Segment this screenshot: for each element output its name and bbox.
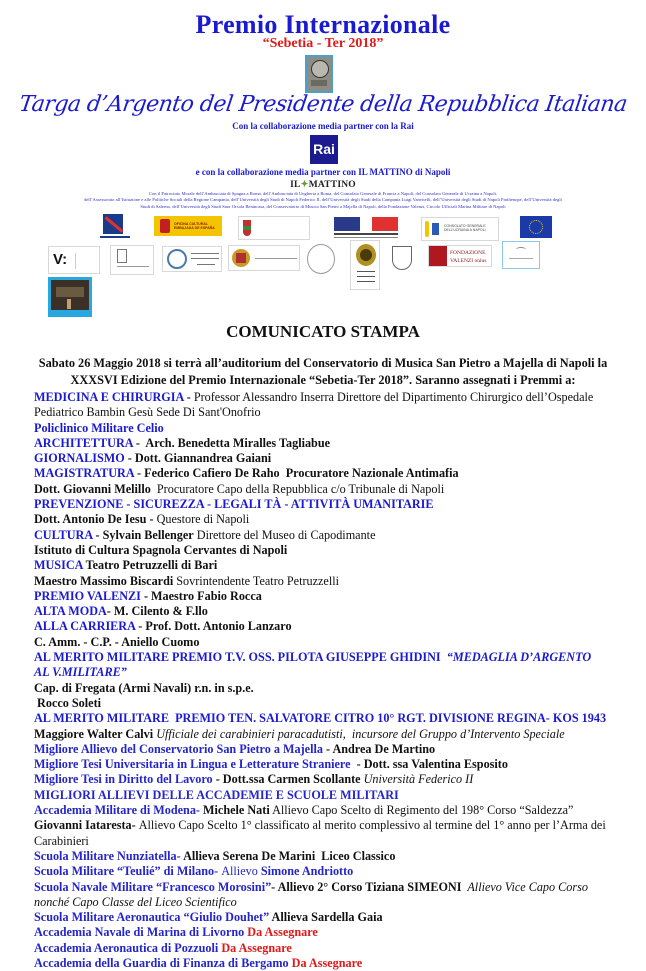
award-category: MEDICINA E CHIRURGIA bbox=[34, 390, 184, 404]
award-description: Carabinieri bbox=[34, 833, 89, 848]
award-line bbox=[34, 818, 634, 833]
regione-campania-logo bbox=[100, 214, 130, 240]
award-line bbox=[34, 696, 634, 711]
patronage-line: Con il Patrocinio Morale dell’Ambasciata di Spagna a Roma, dell’Ambasciata di Ungheria a Roma, del Consolato Generale di Francia a Napoli, del Consolato Generale di Ucraina a Napoli, bbox=[148, 191, 498, 196]
intro-line-1: Sabato 26 Maggio 2018 si terrà all’auditorium del Conservatorio di Musica San Pietro a Majella di Napoli la bbox=[38, 356, 608, 370]
award-recipient: Dott. Antonio De Iesu bbox=[34, 512, 147, 527]
award-line bbox=[34, 436, 634, 451]
award-quote: “MEDAGLIA D’ARGENTO bbox=[446, 650, 592, 665]
award-category: Accademia Militare di Modena bbox=[34, 803, 196, 818]
intro-text bbox=[0, 355, 646, 389]
award-line bbox=[34, 849, 634, 864]
award-category: ARCHITETTURA bbox=[34, 435, 133, 450]
award-recipient: Maggiore Walter Calvi bbox=[34, 726, 154, 741]
award-recipient: M. Cilento & F.llo bbox=[113, 604, 208, 619]
award-recipient: Dott. Giannandrea Gaiani bbox=[134, 451, 272, 466]
valenzi-text-2: VALENZI onlus bbox=[450, 258, 487, 264]
plaque-image bbox=[305, 55, 333, 93]
separator: - bbox=[124, 451, 135, 466]
award-line bbox=[34, 482, 634, 497]
award-category: GIORNALISMO bbox=[34, 451, 125, 466]
parthenope-logo bbox=[228, 245, 300, 271]
award-description: Università Federico II bbox=[360, 772, 474, 787]
intro-line-2: XXXSVI Edizione del Premio Internazionale “Sebetia-Ter 2018”. Saranno assegnati i Premmi a: bbox=[70, 373, 576, 387]
patronage-line: Studi di Salerno, dell’Università degli Studi Suor Orsola Benincasa, del Conservatorio di Musica San Pietro a Majella di Napoli, della Fondazione Valenzi, Circolo Ufficiali Marina Militare di Napoli bbox=[140, 203, 506, 209]
award-line bbox=[34, 466, 634, 481]
award-description: Procuratore Capo della Repubblica c/o Tribunale di Napoli bbox=[150, 481, 445, 496]
award-recipient: Arch. Benedetta Miralles Tagliabue bbox=[145, 435, 331, 450]
mattino-leaf-icon: ✦ bbox=[300, 180, 309, 190]
award-line bbox=[34, 864, 634, 879]
award-category: Scuola Militare Nunziatella bbox=[34, 848, 177, 863]
award-line bbox=[34, 512, 634, 527]
award-line bbox=[34, 451, 634, 466]
separator: - bbox=[212, 772, 223, 787]
france-consulate-logo bbox=[332, 217, 400, 241]
award-line bbox=[34, 650, 634, 665]
separator: - bbox=[146, 512, 157, 527]
award-line bbox=[34, 803, 634, 818]
award-line bbox=[34, 390, 634, 405]
vanvitelli-mark: V: bbox=[53, 251, 68, 268]
separator: - bbox=[132, 435, 146, 450]
patronage-text bbox=[20, 191, 626, 210]
mattino-logo-right: MATTINO bbox=[308, 180, 356, 190]
separator: - bbox=[131, 818, 139, 833]
award-category: Migliore Allievo del Conservatorio San Pietro a Majella bbox=[34, 741, 323, 756]
award-category: CULTURA bbox=[34, 527, 93, 542]
award-recipient: Dott. ssa Valentina Esposito bbox=[363, 757, 508, 772]
ukraine-consulate-text: CONSOLATO GENERALE DELL’UCRAINA A NAPOLI bbox=[444, 224, 486, 232]
award-category: AL MERITO MILITARE PREMIO TEN. SALVATORE CITRO 10° RGT. DIVISIONE REGINA- KOS 1943 bbox=[34, 711, 607, 726]
award-line bbox=[34, 574, 634, 589]
award-recipient: Maestro Fabio Rocca bbox=[151, 588, 262, 603]
conservatorio-logo bbox=[350, 240, 380, 290]
award-status: Da Assegnare bbox=[221, 940, 292, 955]
award-category: Accademia Navale di Marina di Livorno bbox=[34, 925, 248, 940]
award-category: Migliore Tesi in Diritto del Lavoro bbox=[34, 772, 213, 787]
separator: - bbox=[106, 604, 114, 619]
award-recipient: Allieva Sardella Gaia bbox=[269, 910, 383, 925]
award-category: AL MERITO MILITARE PREMIO T.V. OSS. PILOTA GIUSEPPE GHIDINI bbox=[34, 650, 447, 665]
eu-flag-logo bbox=[520, 216, 552, 238]
award-line bbox=[34, 757, 634, 772]
award-recipient: Istituto di Cultura Spagnola Cervantes di Napoli bbox=[34, 542, 288, 557]
award-line bbox=[34, 604, 634, 619]
award-recipient: Professor Alessandro Inserra Direttore del Dipartimento Chirurgico dell’Ospedale bbox=[193, 390, 594, 404]
award-recipient: Giovanni Iataresta bbox=[34, 818, 132, 833]
award-recipient: Sylvain Bellenger bbox=[102, 527, 194, 542]
award-status: Da Assegnare bbox=[291, 955, 363, 970]
award-category: Scuola Navale Militare “Francesco Morosini” bbox=[34, 879, 272, 894]
award-line bbox=[34, 619, 634, 634]
award-recipient: Allieva Serena De Marini Liceo Classico bbox=[183, 848, 396, 863]
award-category: MAGISTRATURA bbox=[34, 466, 134, 481]
separator: - bbox=[353, 757, 364, 772]
separator: - bbox=[214, 864, 222, 879]
separator: - bbox=[134, 466, 145, 481]
award-description: Direttore del Museo di Capodimante bbox=[193, 527, 376, 542]
award-description: Questore di Napoli bbox=[156, 512, 250, 527]
award-quote: AL V.MILITARE” bbox=[34, 665, 127, 680]
federico-ii-logo bbox=[162, 246, 222, 272]
award-recipient: Andrea De Martino bbox=[332, 741, 436, 756]
salerno-university-logo bbox=[307, 244, 335, 274]
rai-logo: Rai bbox=[310, 135, 338, 164]
award-line bbox=[34, 528, 634, 543]
plaque-plate bbox=[311, 80, 327, 86]
award-line bbox=[34, 543, 634, 558]
award-line bbox=[34, 421, 634, 436]
award-line bbox=[34, 681, 634, 696]
separator: - bbox=[176, 848, 184, 863]
suor-orsola-logo bbox=[110, 245, 154, 275]
award-recipient: Simone Andriotto bbox=[260, 864, 354, 879]
vanvitelli-university-logo bbox=[48, 246, 100, 274]
award-description: nonché Capo Classe del Liceo Scientifico bbox=[34, 894, 237, 909]
award-description: Allievo Capo Scelto di Regimento del 198° Corso “Saldezza” bbox=[269, 803, 574, 818]
award-line bbox=[34, 405, 634, 420]
patronage-line: dell’Assessorato all’Istruzione e alle Politiche Sociali della Regione Campania, dell’Università degli Studi di Napoli Federico II, dell’Università degli Studi della Campania Luigi Vanvitelli, dell’Università degli Studi di Napoli Parthenope, dell’Università degli bbox=[84, 197, 562, 203]
award-recipient: Teatro Petruzzelli di Bari bbox=[82, 558, 218, 573]
oficina-cultural-spain-logo bbox=[154, 216, 222, 236]
award-category: PREMIO VALENZI bbox=[34, 588, 141, 603]
award-recipient: Dott.ssa Carmen Scollante bbox=[222, 772, 361, 787]
awards-list bbox=[34, 390, 634, 971]
marina-militare-logo bbox=[502, 241, 540, 269]
targa-heading: Targa d’Argento del Presidente della Repubblica Italiana bbox=[17, 92, 629, 117]
separator: - bbox=[183, 390, 194, 404]
award-line bbox=[34, 772, 634, 787]
award-recipient: Federico Cafiero De Raho Procuratore Nazionale Antimafia bbox=[144, 466, 459, 481]
award-line bbox=[34, 665, 634, 680]
award-line bbox=[34, 711, 634, 726]
republic-seal-icon bbox=[311, 60, 329, 78]
award-category: Migliore Tesi Universitaria in Lingua e Letterature Straniere bbox=[34, 757, 354, 772]
award-recipient: Pediatrico Bambin Gesù Sede Di Sant'Onofrio bbox=[34, 405, 261, 420]
award-recipient: Prof. Dott. Antonio Lanzaro bbox=[145, 619, 292, 634]
award-line bbox=[34, 589, 634, 604]
award-category: MIGLIORI ALLIEVI DELLE ACCADEMIE E SCUOLE MILITARI bbox=[34, 787, 399, 802]
award-category: Scuola Militare “Teulié” di Milano bbox=[34, 864, 215, 879]
award-line bbox=[34, 834, 634, 849]
award-category: MUSICA bbox=[34, 558, 83, 573]
collab-rai-text: Con la collaborazione media partner con la Rai bbox=[232, 121, 414, 131]
award-recipient: C. Amm. - C.P. - Aniello Cuomo bbox=[34, 634, 200, 649]
award-line bbox=[34, 880, 634, 895]
award-line bbox=[34, 497, 634, 512]
mattino-logo-left: IL bbox=[290, 180, 301, 190]
comunicato-heading: COMUNICATO STAMPA bbox=[226, 322, 420, 341]
award-description: Ufficiale dei carabinieri paracadutisti, incursore del Gruppo d’Intervento Speciale bbox=[153, 726, 565, 741]
event-photo-thumbnail bbox=[48, 277, 92, 317]
award-recipient: Cap. di Fregata (Armi Navali) r.n. in s.p.e. bbox=[34, 680, 254, 695]
ukraine-consulate-logo bbox=[421, 217, 499, 241]
collab-mattino-text: e con la collaborazione media partner con IL MATTINO di Napoli bbox=[195, 167, 451, 177]
award-description: Allievo bbox=[221, 864, 261, 879]
separator: - bbox=[195, 803, 204, 818]
award-line bbox=[34, 727, 634, 742]
separator: - bbox=[140, 588, 152, 603]
award-line bbox=[34, 895, 634, 910]
page-subtitle: “Sebetia - Ter 2018” bbox=[262, 36, 384, 51]
award-category: Accademia della Guardia di Finanza di Bergamo bbox=[34, 955, 292, 970]
page-title: Premio Internazionale bbox=[195, 10, 451, 39]
award-line bbox=[34, 742, 634, 757]
award-line bbox=[34, 788, 634, 803]
award-description: Sovrintendente Teatro Petruzzelli bbox=[173, 573, 340, 588]
il-mattino-logo bbox=[0, 179, 646, 190]
award-category: PREVENZIONE - SICUREZZA - LEGALI TÀ - ATTIVITÀ UMANITARIE bbox=[34, 497, 434, 512]
award-line bbox=[34, 941, 634, 956]
fondazione-valenzi-logo bbox=[428, 245, 492, 267]
award-line bbox=[34, 635, 634, 650]
circolo-ufficiali-logo bbox=[392, 246, 412, 270]
award-line bbox=[34, 925, 634, 940]
award-category: Scuola Militare Aeronautica “Giulio Douhet” bbox=[34, 910, 270, 925]
separator: - bbox=[271, 879, 278, 894]
award-status: Da Assegnare bbox=[247, 925, 318, 940]
award-description: Allievo Capo Scelto 1° classificato al merito complessivo al termine del 1° anno per l’Arma dei bbox=[138, 818, 606, 833]
separator: - bbox=[322, 741, 333, 756]
award-line bbox=[34, 558, 634, 573]
award-recipient: Rocco Soleti bbox=[34, 695, 102, 710]
award-category: Accademia Aeronautica di Pozzuoli bbox=[34, 940, 222, 955]
award-recipient: Michele Nati bbox=[203, 803, 270, 818]
award-line bbox=[34, 910, 634, 925]
award-recipient: Maestro Massimo Biscardi bbox=[34, 573, 174, 588]
award-recipient: Allievo 2° Corso Tiziana SIMEONI bbox=[277, 879, 462, 894]
hungary-embassy-logo bbox=[238, 216, 310, 240]
oficina-cultural-text: OFICINA CULTURAL EMBAJADA DE ESPAÑA bbox=[174, 222, 215, 230]
award-recipient: Dott. Giovanni Melillo bbox=[34, 481, 151, 496]
separator: - bbox=[92, 527, 103, 542]
award-description: Allievo Vice Capo Corso bbox=[461, 879, 588, 894]
award-line bbox=[34, 956, 634, 971]
award-category: ALTA MODA bbox=[34, 604, 107, 619]
separator: - bbox=[135, 619, 146, 634]
award-category: Policlinico Militare Celio bbox=[34, 420, 164, 435]
award-category: ALLA CARRIERA bbox=[34, 619, 136, 634]
valenzi-text-1: FONDAZIONE bbox=[450, 250, 486, 256]
